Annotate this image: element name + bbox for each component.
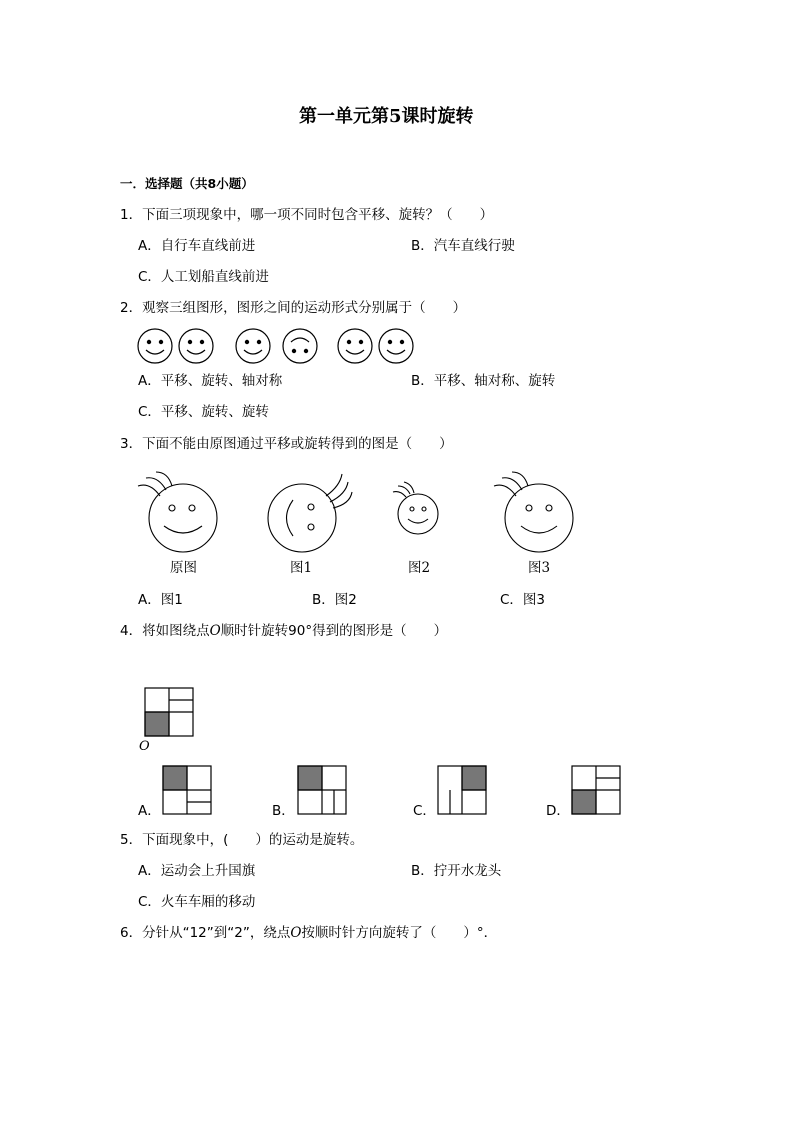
question-2-option-a: A．平移、旋转、轴对称 [138,373,283,389]
caption-figure-1: 图1 [290,560,313,576]
question-4-option-b: B． [272,803,295,819]
question-4-stem-post: 顺时针旋转90°得到的图形是（ ） [220,623,448,639]
question-6-stem-post: 按顺时针方向旋转了（ ）°． [301,925,498,941]
caption-original: 原图 [170,560,197,576]
question-1-stem: 1．下面三项现象中，哪一项不同时包含平移、旋转？（ ） [120,207,494,223]
page-title: 第一单元第5课时旋转 [299,106,474,127]
point-o-figure-label: O [139,739,150,754]
question-1-option-c: C．人工划船直线前进 [138,269,269,285]
question-5-option-b: B．拧开水龙头 [411,863,502,879]
section-header: 一．选择题（共8小题） [120,176,254,191]
option-b-grid [298,766,346,814]
question-4-stem-pre: 4．将如图绕点 [120,623,210,639]
caption-figure-2: 图2 [408,560,431,576]
question-5-option-a: A．运动会上升国旗 [138,863,256,879]
question-4-option-d: D． [546,803,570,819]
question-2-option-c: C．平移、旋转、旋转 [138,404,269,420]
option-c-grid [438,766,486,814]
question-6-stem-pre: 6．分针从“12”到“2”，绕点 [120,925,291,941]
option-a-grid [163,766,211,814]
question-1-option-a: A．自行车直线前进 [138,238,256,254]
question-1-option-b: B．汽车直线行驶 [411,238,515,254]
question-4-option-c: C． [413,803,436,819]
caption-figure-3: 图3 [528,560,551,576]
question-3-option-c: C．图3 [500,592,546,608]
question-3-option-b: B．图2 [312,592,357,608]
point-o-label: O [209,623,221,639]
question-2-stem: 2．观察三组图形，图形之间的运动形式分别属于（ ） [120,300,467,316]
question-2-option-b: B．平移、轴对称、旋转 [411,373,556,389]
question-6-stem [120,927,497,941]
question-4-option-a: A． [138,803,161,819]
question-3-option-a: A．图1 [138,592,183,608]
question-5-stem: 5．下面现象中，( ）的运动是旋转。 [120,832,364,848]
original-grid [145,688,193,736]
question-5-option-c: C．火车车厢的移动 [138,894,256,910]
option-d-grid [572,766,620,814]
question-3-stem: 3．下面不能由原图通过平移或旋转得到的图是（ ） [120,436,453,452]
point-o-label: O [290,925,302,941]
